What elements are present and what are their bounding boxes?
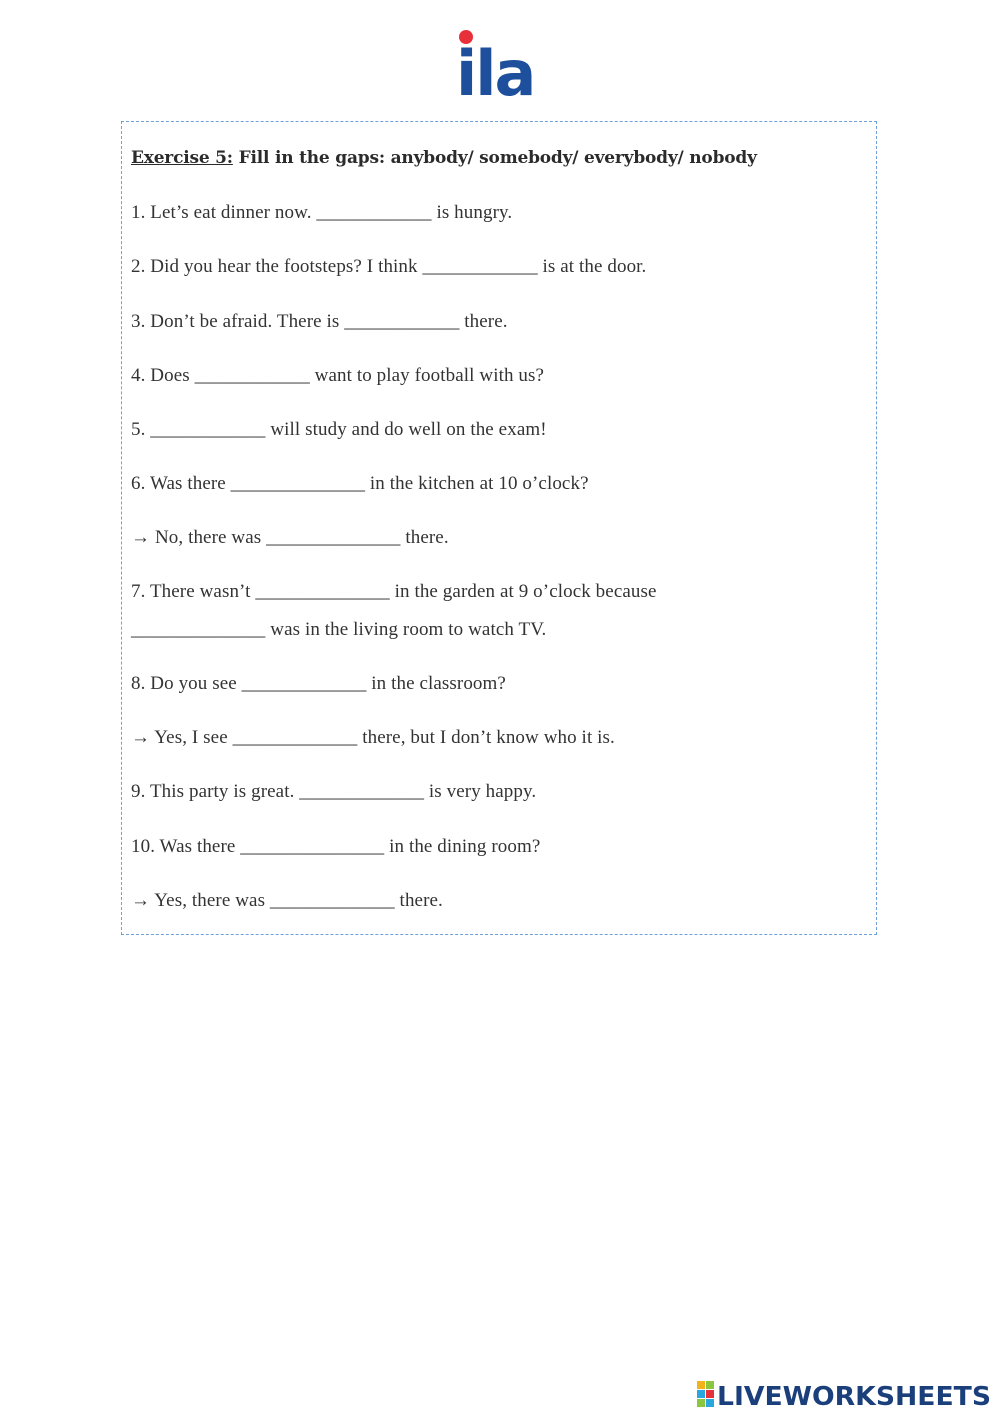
exercise-line-8-answer: → Yes, I see _____________ there, but I don’t know who it is.: [131, 727, 615, 748]
exercise-line-7-cont: ______________ was in the living room to watch TV.: [131, 619, 547, 640]
exercise-line-4: 4. Does ____________ want to play football with us?: [131, 365, 545, 386]
exercise-instruction: Fill in the gaps: anybody/ somebody/ everybody/ nobody: [232, 148, 757, 168]
liveworksheets-text: LIVEWORKSHEETS: [717, 1382, 991, 1408]
exercise-line-1: 1. Let’s eat dinner now. ____________ is hungry.: [131, 202, 513, 223]
exercise-line-9: 9. This party is great. _____________ is very happy.: [131, 781, 537, 802]
exercise-line-8: 8. Do you see _____________ in the classroom?: [131, 673, 506, 694]
exercise-line-5: 5. ____________ will study and do well on the exam!: [131, 419, 547, 440]
exercise-line-7: 7. There wasn’t ______________ in the garden at 9 o’clock because: [131, 581, 657, 602]
exercise-line-10: 10. Was there _______________ in the dining room?: [131, 836, 541, 857]
logo-text: ila: [456, 37, 535, 102]
exercise-label: Exercise 5:: [131, 148, 233, 168]
liveworksheets-blocks-icon: [697, 1381, 714, 1407]
exercise-line-10-answer: → Yes, there was _____________ there.: [131, 890, 443, 911]
exercise-line-2: 2. Did you hear the footsteps? I think ____________ is at the door.: [131, 256, 647, 277]
exercise-box: [121, 121, 877, 935]
liveworksheets-logo: [697, 1380, 993, 1408]
exercise-line-6: 6. Was there ______________ in the kitchen at 10 o’clock?: [131, 473, 589, 494]
ila-logo: [455, 22, 545, 102]
exercise-line-3: 3. Don’t be afraid. There is ____________ there.: [131, 311, 508, 332]
exercise-line-6-answer: → No, there was ______________ there.: [131, 527, 449, 548]
exercise-title: [131, 148, 757, 168]
